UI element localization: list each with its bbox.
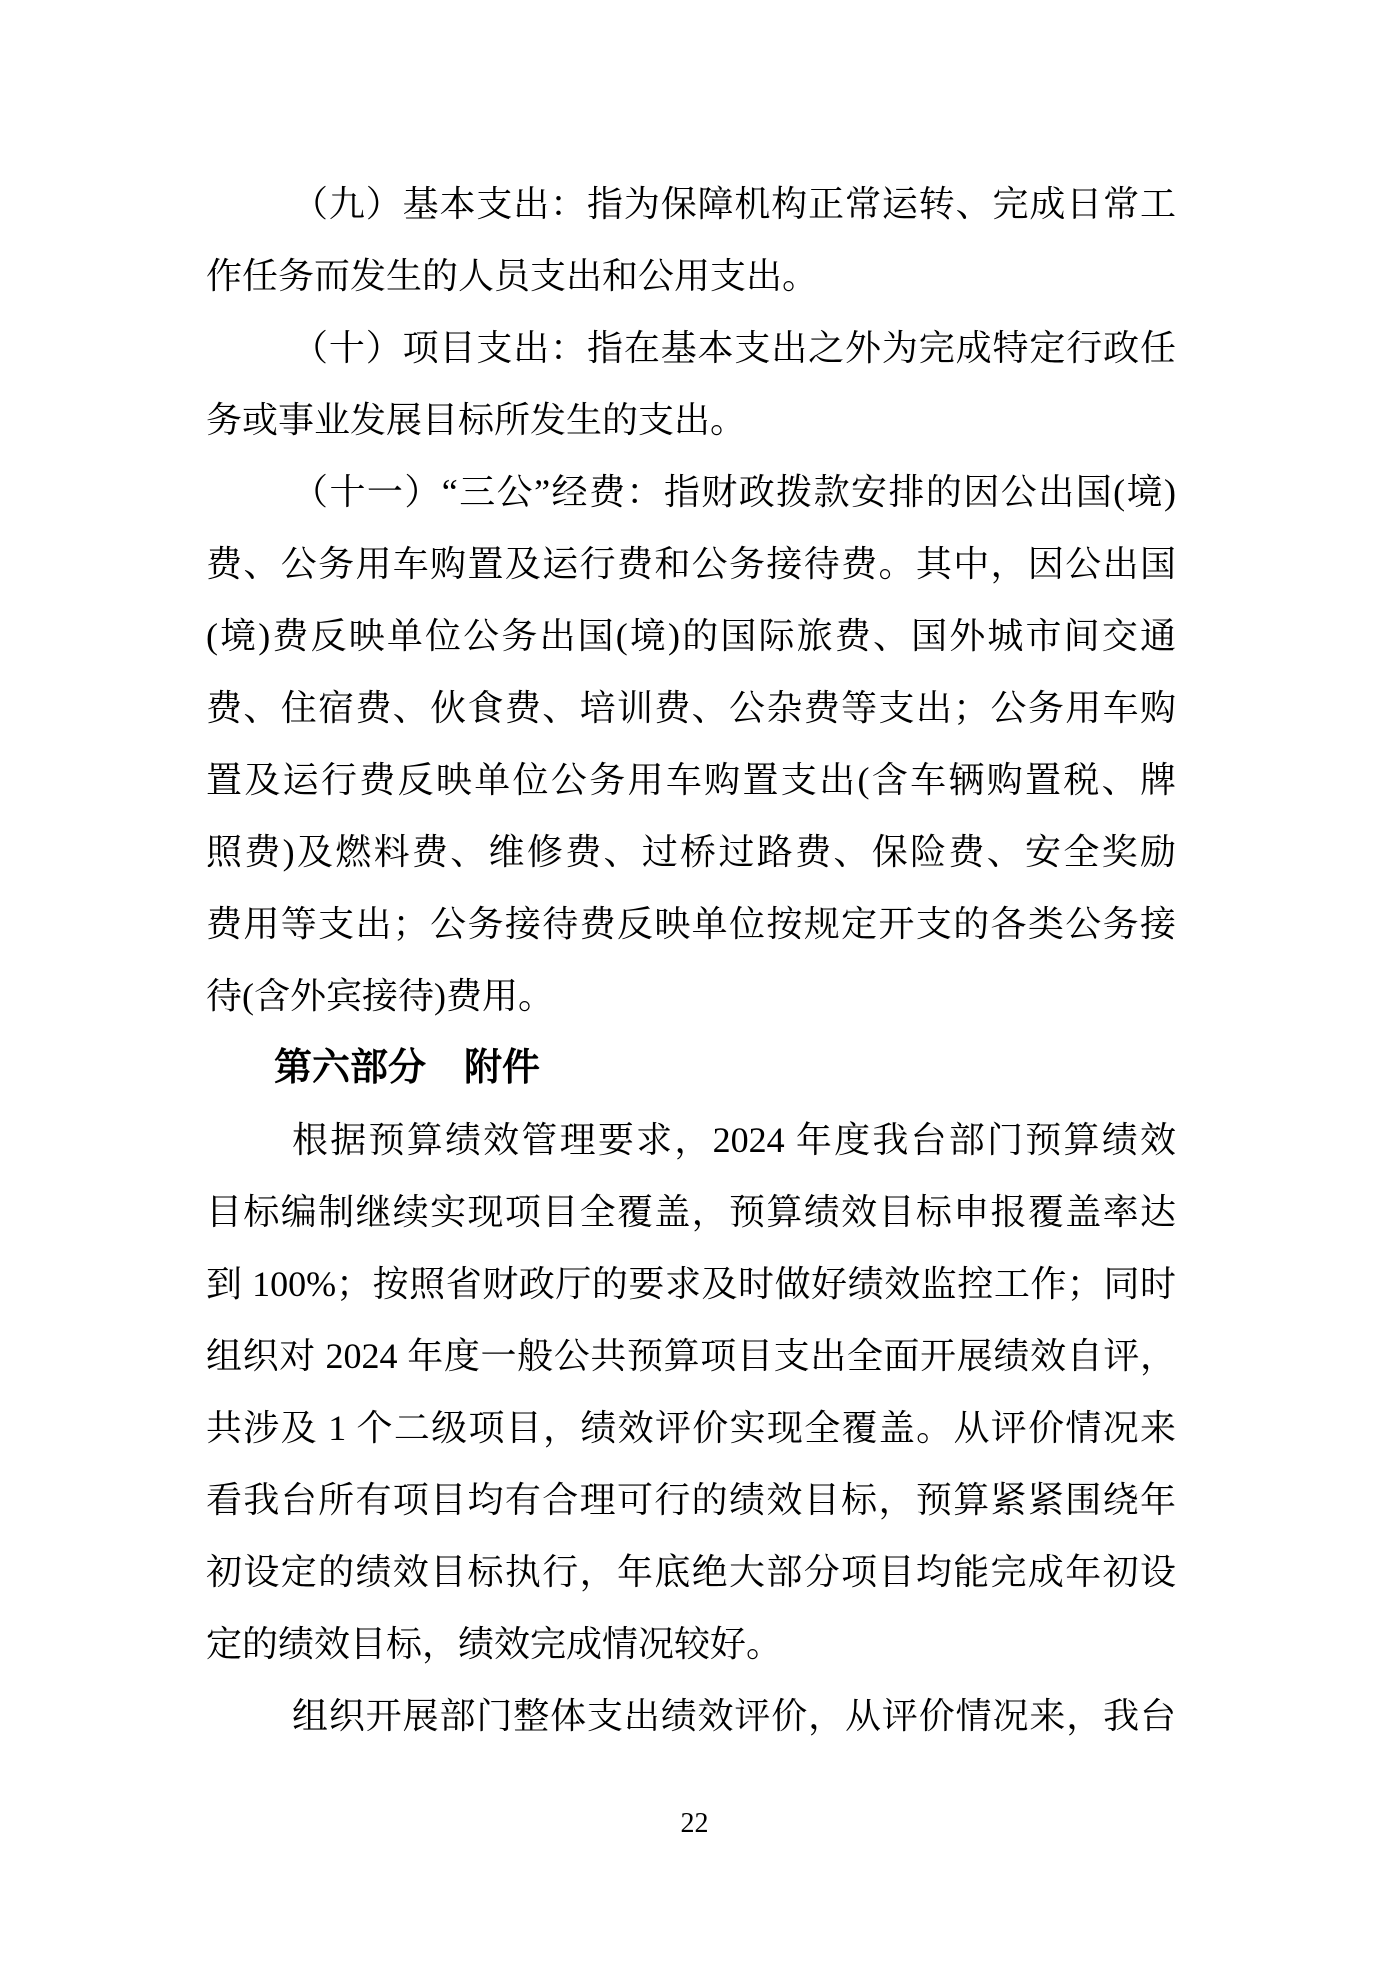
text-line: (境)费反映单位公务出国(境)的国际旅费、国外城市间交通 [206,616,1176,656]
text-line: 费、住宿费、伙食费、培训费、公杂费等支出；公务用车购 [206,688,1176,728]
text-line: 照费)及燃料费、维修费、过桥过路费、保险费、安全奖励 [206,832,1176,872]
text-line: 根据预算绩效管理要求，2024 年度我台部门预算绩效 [292,1120,1176,1160]
text-line: 组织对 2024 年度一般公共预算项目支出全面开展绩效自评， [206,1336,1176,1376]
text-line: 初设定的绩效目标执行，年底绝大部分项目均能完成年初设 [206,1552,1176,1592]
text-line: （十）项目支出：指在基本支出之外为完成特定行政任 [292,328,1176,368]
page-number: 22 [680,1808,709,1839]
text-line: （十一）“三公”经费：指财政拨款安排的因公出国(境) [292,472,1176,512]
text-line: （九）基本支出：指为保障机构正常运转、完成日常工 [292,184,1176,224]
text-line: 费用等支出；公务接待费反映单位按规定开支的各类公务接 [206,904,1176,944]
text-line: 共涉及 1 个二级项目，绩效评价实现全覆盖。从评价情况来 [206,1408,1176,1448]
text-line: 看我台所有项目均有合理可行的绩效目标，预算紧紧围绕年 [206,1480,1176,1520]
text-line: 作任务而发生的人员支出和公用支出。 [206,256,819,296]
text-line: 置及运行费反映单位公务用车购置支出(含车辆购置税、牌 [206,760,1176,800]
text-line: 到 100%；按照省财政厅的要求及时做好绩效监控工作；同时 [206,1264,1176,1304]
section-heading: 第六部分 附件 [274,1047,541,1089]
text-line: 费、公务用车购置及运行费和公务接待费。其中，因公出国 [206,544,1176,584]
text-line: 组织开展部门整体支出绩效评价，从评价情况来，我台 [292,1696,1176,1736]
text-line: 待(含外宾接待)费用。 [206,976,554,1016]
text-line: 定的绩效目标，绩效完成情况较好。 [206,1624,783,1664]
text-line: 务或事业发展目标所发生的支出。 [206,400,747,440]
text-line: 目标编制继续实现项目全覆盖，预算绩效目标申报覆盖率达 [206,1192,1176,1232]
document-body [206,168,1176,1752]
